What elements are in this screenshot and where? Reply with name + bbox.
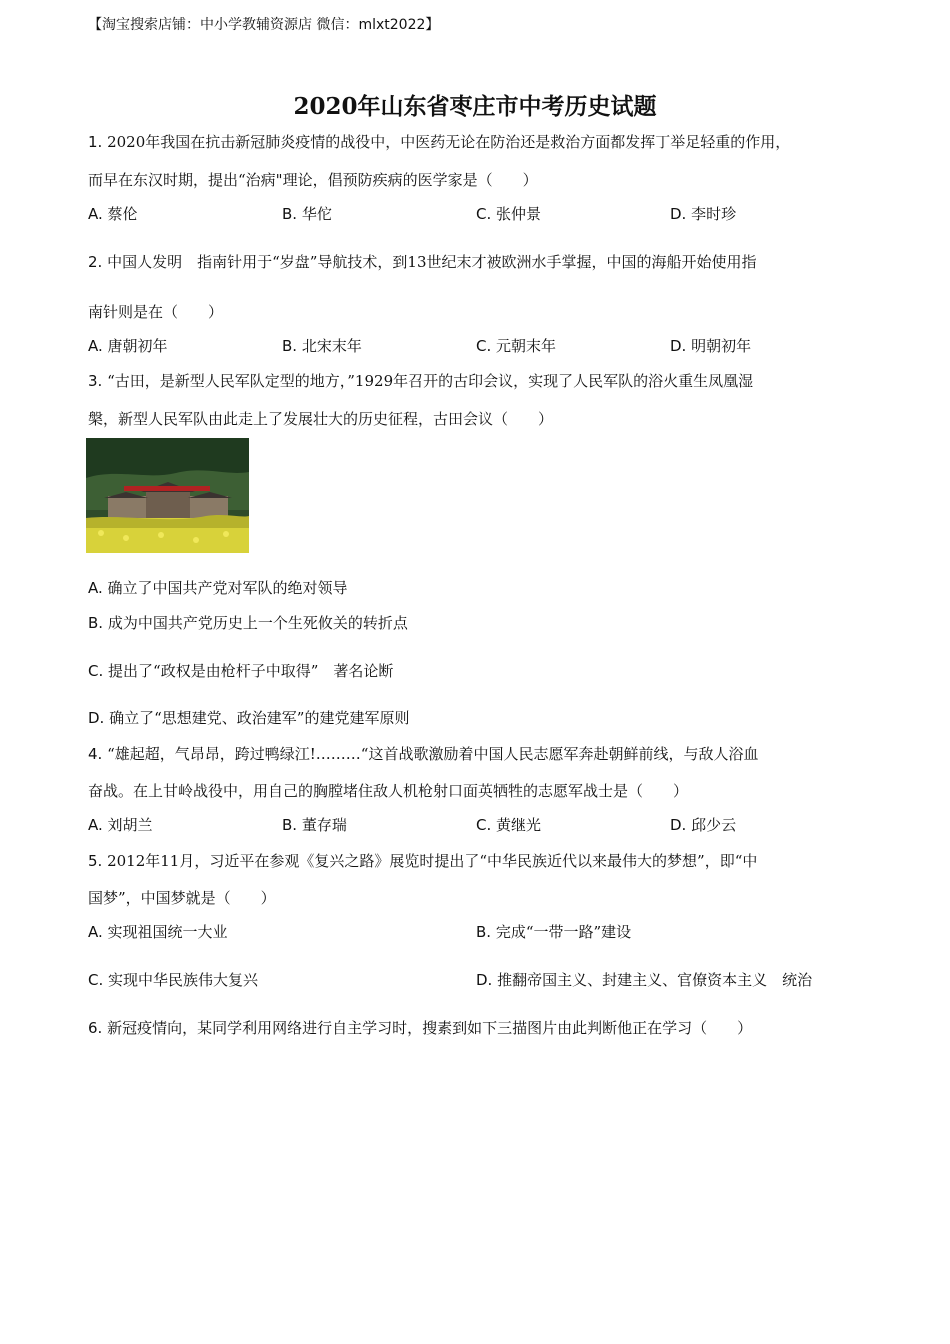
question-5-text-1: 2012年11月，习近平在参观《复兴之路》展览时提出了“中华民族近代以来最伟大的梦想”，即“中: [107, 852, 758, 870]
q5-option-c: [88, 969, 258, 990]
question-2-number: 2.: [88, 253, 103, 271]
q1-option-a-label: A.: [88, 205, 103, 223]
question-3-line-1: [88, 370, 863, 391]
q2-option-b-label: B.: [282, 337, 298, 355]
question-3-number: 3.: [88, 372, 103, 390]
question-6-number: 6.: [88, 1019, 103, 1037]
q4-option-d: [670, 814, 736, 835]
question-1-line-1: [88, 131, 863, 152]
question-5-line-2: 国梦”，中国梦就是（ ）: [88, 889, 276, 907]
q2-option-a-label: A.: [88, 337, 103, 355]
q4-option-b-label: B.: [282, 816, 298, 834]
q1-option-d: [670, 203, 736, 224]
q3-option-b-label: B.: [88, 614, 104, 632]
q5-option-d-label: D.: [476, 971, 493, 989]
q4-option-c: [476, 814, 541, 835]
q1-option-a-text: 蔡伦: [107, 205, 138, 223]
q1-option-c-text: 张仲景: [496, 205, 542, 223]
q4-option-c-label: C.: [476, 816, 492, 834]
question-1-line-2: 而早在东汉时期，提出“治病"理论，倡预防疾病的医学家是（ ）: [88, 171, 538, 189]
question-3-text-1: “古田，是新型人民军队定型的地方，”1929年召开的古印会议，实现了人民军队的浴火重生凤凰湿: [107, 372, 754, 390]
q3-option-d-text: 确立了“思想建党、政治建军”的建党建军原则: [109, 709, 410, 727]
question-4-text-1: “雄起超，气昂昂，跨过鸭绿江!………“这首战歌激励着中国人民志愿军奔赴朝鲜前线，与敌人浴血: [107, 745, 759, 763]
q4-option-b-text: 董存瑞: [301, 816, 347, 834]
question-6-line-1: [88, 1017, 863, 1038]
question-6-text-1: 新冠疫情向，某同学利用网络进行自主学习时，搜素到如下三描图片由此判断他正在学习（ ）: [107, 1019, 753, 1037]
page-title: 2020年山东省枣庄市中考历史试题: [293, 93, 657, 120]
q3-option-b: [88, 612, 408, 633]
question-3-line-2: 槃，新型人民军队由此走上了发展壮大的历史征程，古田会议（ ）: [88, 410, 554, 428]
question-5-line-1: [88, 850, 863, 871]
q4-option-a-label: A.: [88, 816, 103, 834]
q3-option-a-text: 确立了中国共产党对军队的绝对领导: [107, 579, 348, 597]
q5-option-b: [476, 921, 631, 942]
q2-option-c: [476, 335, 556, 356]
q2-option-d-label: D.: [670, 337, 687, 355]
q4-option-d-text: 邱少云: [691, 816, 737, 834]
question-2-text-1: 中国人发明 指南针用于“岁盘”导航技术，到13世纪末才被欧洲水手掌握，中国的海船开始使用指: [107, 253, 757, 271]
question-4-number: 4.: [88, 745, 103, 763]
q3-option-a: [88, 577, 348, 598]
q3-option-c: [88, 660, 393, 681]
question-4-line-1: [88, 743, 863, 764]
q1-option-b-label: B.: [282, 205, 298, 223]
q5-option-a-text: 实现祖国统一大业: [107, 923, 228, 941]
shop-header: 【淘宝搜索店铺：中小学教辅资源店 微信：mlxt2022】: [88, 17, 440, 33]
q2-option-b: [282, 335, 362, 356]
q5-option-b-text: 完成“一带一路”建设: [495, 923, 632, 941]
q1-option-d-text: 李时珍: [691, 205, 737, 223]
q5-option-c-text: 实现中华民族伟大复兴: [108, 971, 259, 989]
q4-option-d-label: D.: [670, 816, 687, 834]
q1-option-b-text: 华佗: [301, 205, 332, 223]
q1-option-d-label: D.: [670, 205, 687, 223]
q2-option-c-label: C.: [476, 337, 492, 355]
question-4-line-2: 奋战。在上甘岭战役中，用自己的胸膛堵住敌人机枪射口面英牺牲的志愿军战士是（ ）: [88, 782, 689, 800]
question-1-number: 1.: [88, 133, 103, 151]
q3-option-a-label: A.: [88, 579, 103, 597]
q1-option-b: [282, 203, 332, 224]
q5-option-c-label: C.: [88, 971, 104, 989]
q3-option-d-label: D.: [88, 709, 105, 727]
q1-option-c: [476, 203, 541, 224]
question-2-line-2: 南针则是在（ ）: [88, 303, 224, 321]
q2-option-a: [88, 335, 168, 356]
q5-option-a: [88, 921, 228, 942]
q3-option-b-text: 成为中国共产党历史上一个生死攸关的转折点: [107, 614, 408, 632]
q4-option-b: [282, 814, 347, 835]
q2-option-d: [670, 335, 751, 356]
q4-option-c-text: 黄继光: [496, 816, 542, 834]
q4-option-a: [88, 814, 153, 835]
q5-option-d: [476, 969, 812, 990]
q4-option-a-text: 刘胡兰: [107, 816, 153, 834]
q3-option-c-label: C.: [88, 662, 104, 680]
q5-option-a-label: A.: [88, 923, 103, 941]
q3-option-d: [88, 707, 409, 728]
q2-option-c-text: 元朝末年: [496, 337, 557, 355]
q1-option-c-label: C.: [476, 205, 492, 223]
gutian-meeting-photo: [86, 438, 249, 553]
q1-option-a: [88, 203, 138, 224]
q5-option-d-text: 推翻帝国主义、封建主义、官僚资本主义 统治: [497, 971, 813, 989]
q2-option-d-text: 明朝初年: [691, 337, 752, 355]
q5-option-b-label: B.: [476, 923, 492, 941]
question-2-line-1: [88, 251, 863, 272]
question-5-number: 5.: [88, 852, 103, 870]
q3-option-c-text: 提出了“政权是由枪杆子中取得” 著名论断: [108, 662, 394, 680]
question-1-text-1: 2020年我国在抗击新冠肺炎疫情的战役中，中医药无论在防治还是救治方面都发挥丁举足轻重的作用，: [107, 133, 791, 151]
q2-option-b-text: 北宋末年: [301, 337, 362, 355]
q2-option-a-text: 唐朝初年: [107, 337, 168, 355]
